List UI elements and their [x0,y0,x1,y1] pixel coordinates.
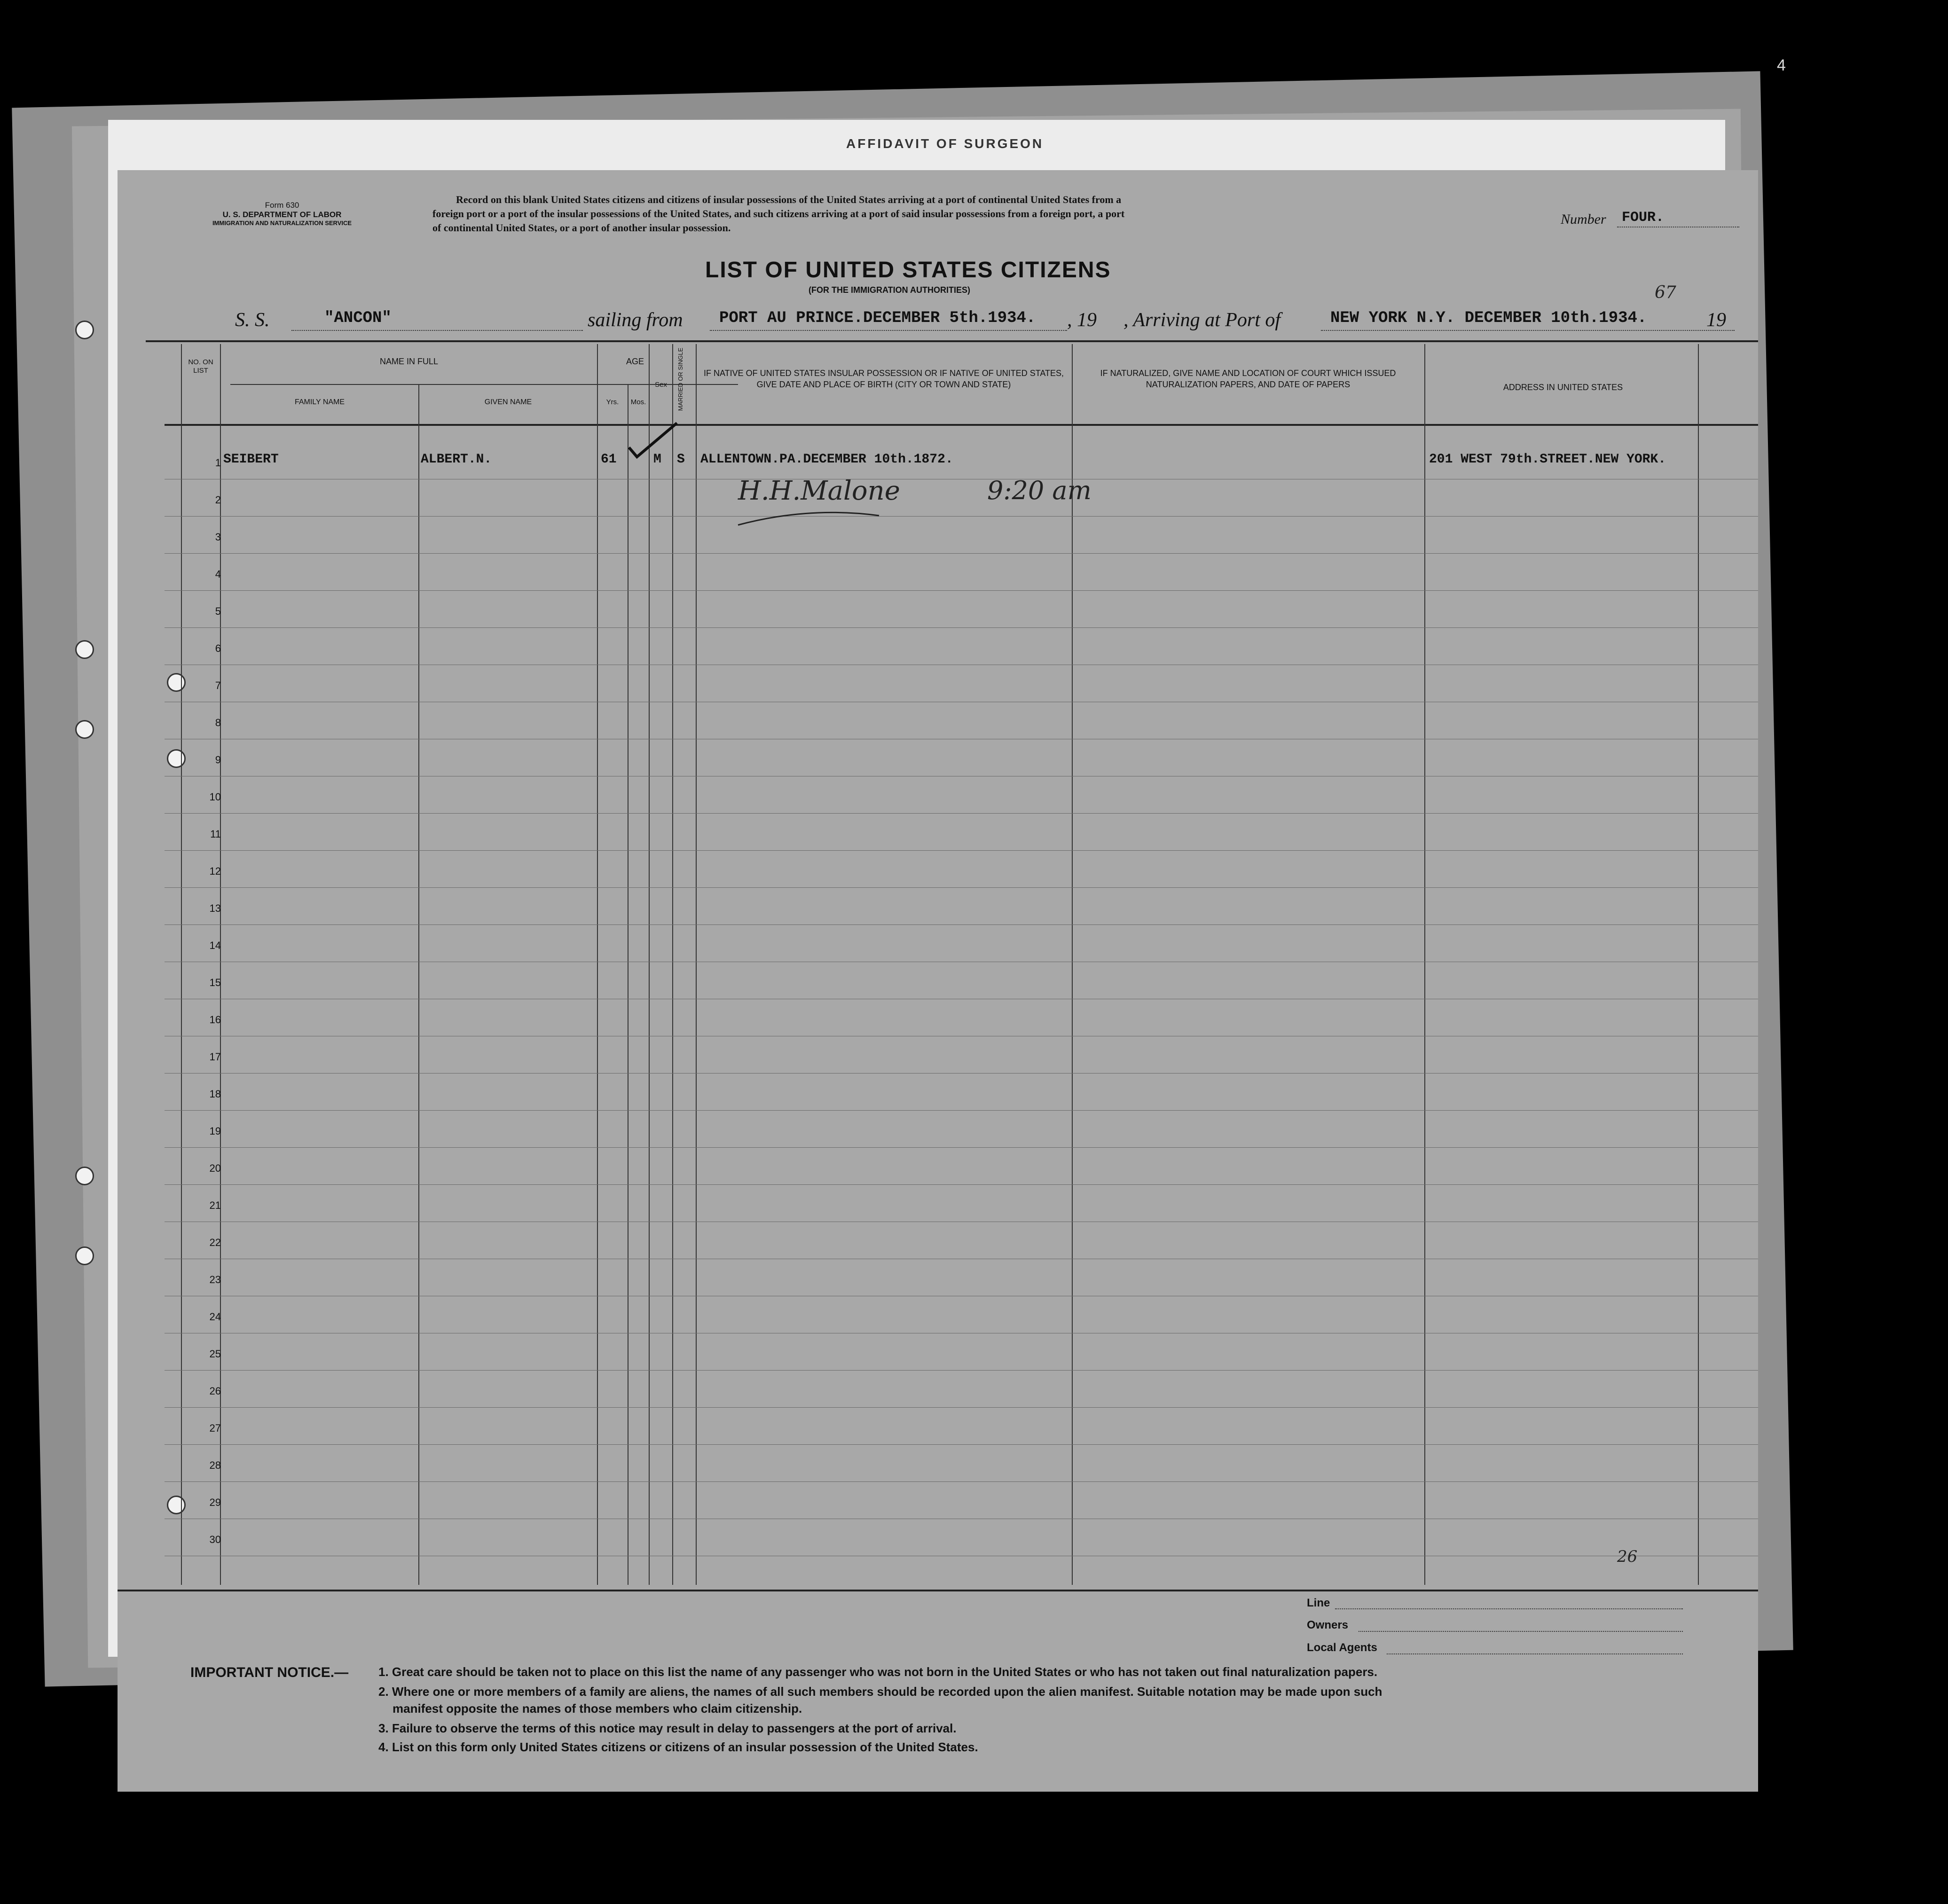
binder-hole [167,1496,186,1514]
row-number: 1 [215,457,221,469]
row-rule [165,1481,1758,1482]
header-birth: IF NATIVE OF UNITED STATES INSULAR POSSESSION OR IF NATIVE OF UNITED STATES, GIVE DATE AND PLACE OF BIRTH (CITY OR TOWN AND STATE) [703,368,1064,389]
row-number: 26 [209,1385,221,1397]
line-underline [1335,1608,1683,1609]
entry-address: 201 WEST 79th.STREET.NEW YORK. [1429,452,1666,467]
binder-hole [167,749,186,768]
row-number: 14 [209,940,221,951]
instruction-line: foreign port or a port of the insular possessions of the United States, and such citizens arriving at a port of said insular possessions from a foreign port, a port [432,208,1125,219]
column-rule [220,344,221,1585]
instruction-line: Record on this blank United States citizens and citizens of insular possessions of the United States arriving at a port of continental United States from a [456,194,1122,205]
header-family-name: FAMILY NAME [294,398,345,406]
header-bottom-rule [165,424,1758,426]
header-address: ADDRESS IN UNITED STATES [1503,383,1623,392]
row-number: 18 [209,1088,221,1100]
row-rule [165,553,1758,554]
row-rule [165,1407,1758,1408]
entry-sex: M [653,452,661,467]
row-number: 10 [209,791,221,803]
ship-underline [291,330,583,331]
row-number: 20 [209,1162,221,1174]
row-number: 12 [209,865,221,877]
owners-underline [1359,1631,1683,1632]
row-number: 3 [215,531,221,543]
column-rule [1072,344,1073,1585]
header-mos: Mos. [630,398,646,406]
row-number: 9 [215,754,221,766]
row-rule [165,1370,1758,1371]
row-number: 8 [215,717,221,729]
notice-item: 3. Failure to observe the terms of this notice may result in delay to passengers at the port of arrival. [378,1721,957,1735]
column-rule [672,344,673,1585]
row-number: 15 [209,977,221,988]
manifest-page [118,170,1758,1792]
row-number: 30 [209,1534,221,1545]
notice-item: 2. Where one or more members of a family are aliens, the names of all such members should be recorded upon the alien manifest. Suitable notation may be made upon such [378,1685,1382,1699]
owners-label: Owners [1307,1619,1349,1631]
column-rule [597,344,598,1585]
signature-underline [729,509,888,532]
line-label: Line [1307,1597,1330,1609]
signature: H.H.Malone [738,476,900,506]
header-married-or-single: MARRIED OR SINGLE [677,347,684,411]
arriving-label: , Arriving at Port of [1123,309,1281,331]
entry-family-name: SEIBERT [223,452,279,467]
tally-number: 26 [1617,1547,1638,1566]
number-label: Number [1561,212,1606,227]
column-rule [181,344,182,1585]
row-number: 25 [209,1348,221,1360]
year-label: , 19 [1067,309,1097,331]
row-rule [165,1444,1758,1445]
agents-underline [1387,1653,1683,1654]
agents-label: Local Agents [1307,1641,1377,1654]
entry-marital: S [677,452,685,467]
row-rule [165,1184,1758,1185]
page-title: LIST OF UNITED STATES CITIZENS [705,258,1111,282]
row-number: 28 [209,1459,221,1471]
department: U. S. DEPARTMENT OF LABOR [222,210,342,219]
row-number: 6 [215,643,221,654]
column-rule [1698,344,1699,1585]
binder-hole [75,640,94,659]
column-rule [418,384,419,1585]
row-number: 17 [209,1051,221,1063]
background-page-mark: 4 [1777,56,1786,74]
sailing-underline [710,330,1067,331]
footer-rule [118,1590,1758,1591]
inspection-time: 9:20 am [987,476,1092,505]
row-number: 21 [209,1199,221,1211]
arriving-underline [1321,330,1735,331]
header-sex: Sex [655,381,667,389]
header-yrs: Yrs. [606,398,619,406]
header-given-name: GIVEN NAME [484,398,532,406]
row-number: 19 [209,1125,221,1137]
entry-age-yrs: 61 [601,452,617,467]
row-rule [165,516,1758,517]
row-number: 7 [215,680,221,691]
binder-hole [75,321,94,339]
ship-name: "ANCON" [324,309,392,327]
binder-hole [75,1246,94,1265]
row-number: 11 [210,828,221,840]
row-rule [165,627,1758,628]
sailing-label: sailing from [588,309,683,331]
notice-item: manifest opposite the names of those members who claim citizenship. [393,1701,802,1716]
table-top-rule [146,340,1758,342]
binder-hole [75,1167,94,1185]
entry-birth: ALLENTOWN.PA.DECEMBER 10th.1872. [700,452,953,467]
row-rule [165,1147,1758,1148]
row-number: 29 [209,1497,221,1508]
row-number: 22 [209,1237,221,1248]
row-number: 23 [209,1274,221,1285]
year-label: 19 [1706,309,1726,331]
entry-given-name: ALBERT.N. [421,452,492,467]
row-rule [165,590,1758,591]
row-rule [165,813,1758,814]
sailing-value: PORT AU PRINCE.DECEMBER 5th.1934. [719,309,1036,327]
column-rule [649,344,650,1585]
number-value: FOUR. [1622,210,1665,226]
header-age: AGE [626,357,644,366]
form-number: Form 630 [265,201,299,210]
column-rule [1424,344,1425,1585]
row-number: 24 [209,1311,221,1323]
check-mark [625,419,682,462]
row-rule [165,1110,1758,1111]
sheet-number: 67 [1655,283,1676,302]
service: IMMIGRATION AND NATURALIZATION SERVICE [212,219,352,227]
row-number: 16 [209,1014,221,1026]
row-number: 13 [209,902,221,914]
row-number: 4 [215,568,221,580]
row-number: 5 [215,605,221,617]
row-number: 2 [215,494,221,506]
row-rule [165,887,1758,888]
notice-label: IMPORTANT NOTICE.— [190,1665,349,1680]
notice-item: 4. List on this form only United States citizens or citizens of an insular possession of the United States. [378,1740,978,1754]
page-subtitle: (FOR THE IMMIGRATION AUTHORITIES) [809,285,970,295]
binder-hole [167,673,186,692]
arriving-value: NEW YORK N.Y. DECEMBER 10th.1934. [1330,309,1647,327]
ss-label: S. S. [235,309,270,331]
notice-item: 1. Great care should be taken not to place on this list the name of any passenger who was not born in the United States or who has not taken out final naturalization papers. [378,1665,1378,1679]
instruction-line: of continental United States, or a port of another insular possession. [432,222,731,234]
background-sheet-title: AFFIDAVIT OF SURGEON [846,136,1044,151]
row-rule [165,850,1758,851]
header-no: NO. ON LIST [188,358,213,375]
row-number: 27 [209,1422,221,1434]
binder-hole [75,720,94,739]
header-naturalized: IF NATURALIZED, GIVE NAME AND LOCATION OF COURT WHICH ISSUED NATURALIZATION PAPERS, AND DATE OF PAPERS [1100,368,1396,389]
header-name-in-full: NAME IN FULL [379,357,439,366]
column-rule [696,344,697,1585]
